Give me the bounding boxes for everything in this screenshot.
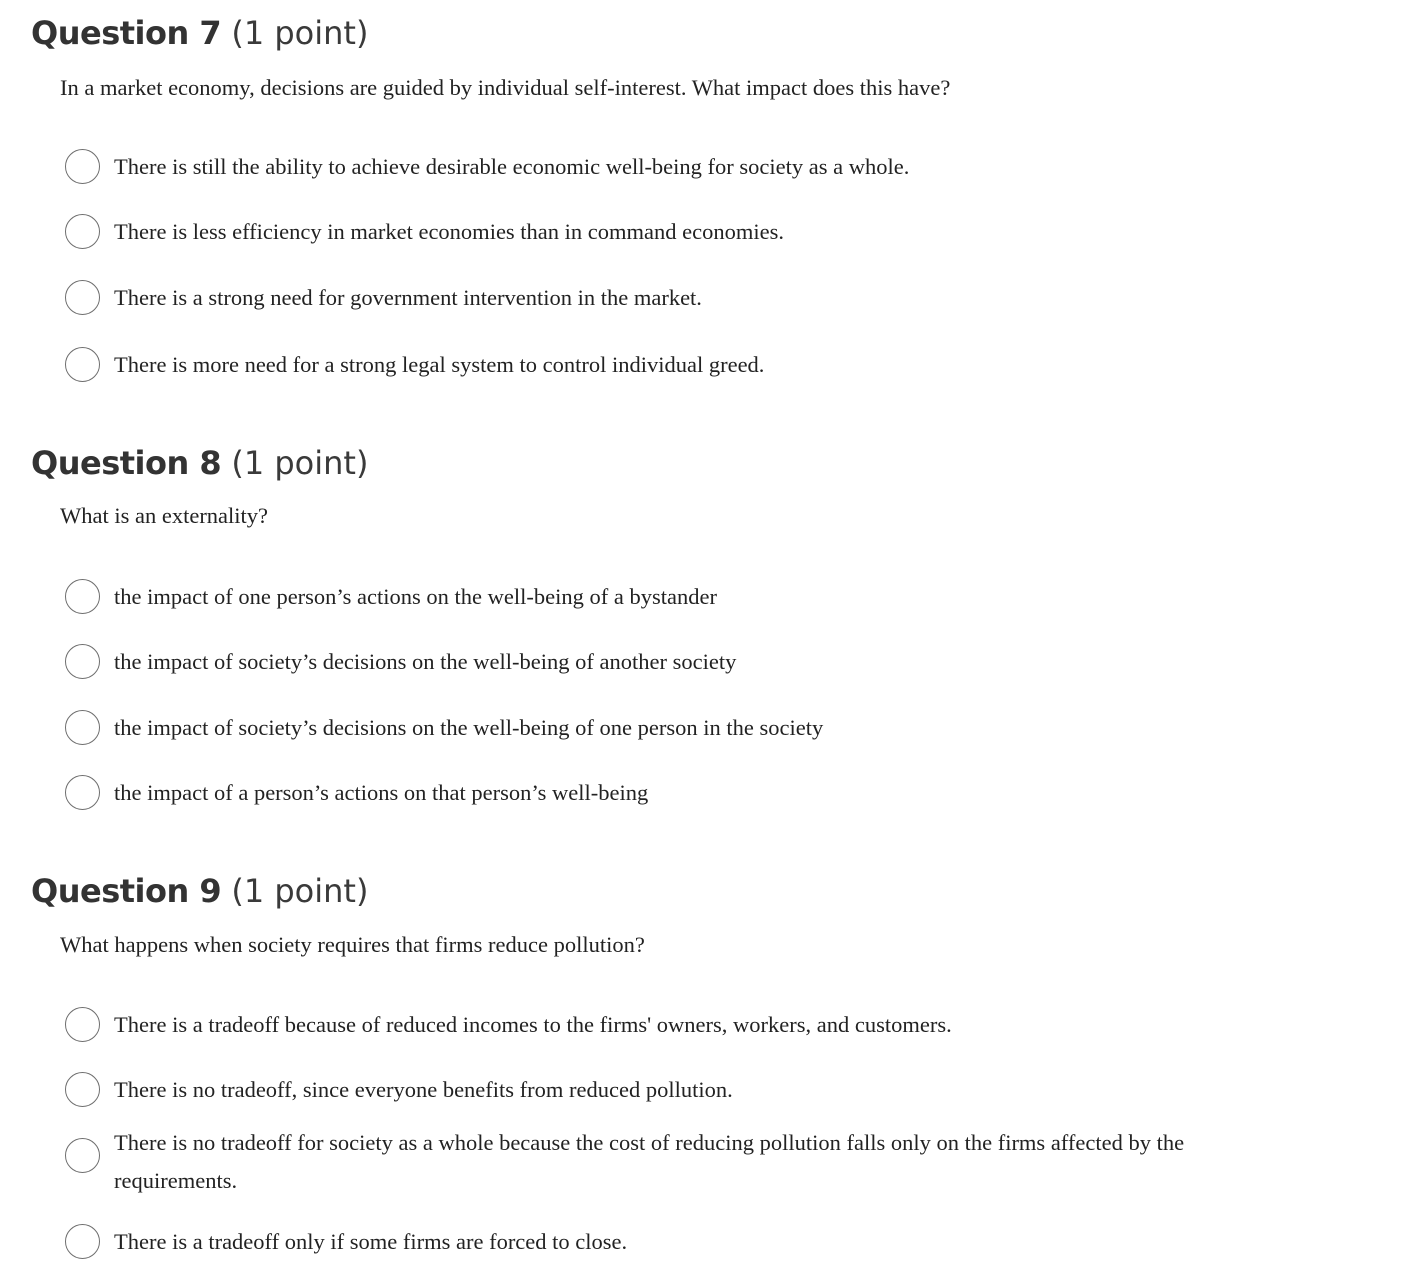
question-8-points: (1 point) — [231, 444, 369, 482]
radio-button[interactable] — [65, 579, 100, 614]
radio-button[interactable] — [65, 1224, 100, 1259]
radio-button[interactable] — [65, 347, 100, 382]
option-label[interactable]: the impact of society’s decisions on the well-being of one person in the society — [114, 715, 824, 740]
question-9-heading — [31, 873, 368, 909]
radio-button[interactable] — [65, 644, 100, 679]
question-9-prompt: What happens when society requires that firms reduce pollution? — [60, 932, 645, 957]
option-label[interactable]: the impact of society’s decisions on the well-being of another society — [114, 649, 737, 674]
question-7-heading — [31, 15, 368, 51]
radio-button[interactable] — [65, 149, 100, 184]
option-label[interactable]: the impact of a person’s actions on that person’s well-being — [114, 780, 649, 805]
question-8-heading — [31, 445, 368, 481]
option-label[interactable]: There is still the ability to achieve desirable economic well-being for society as a whole. — [114, 154, 910, 179]
question-9-number: Question 9 — [31, 872, 222, 910]
option-label[interactable]: There is a strong need for government intervention in the market. — [114, 285, 702, 310]
radio-button[interactable] — [65, 1007, 100, 1042]
question-9-points: (1 point) — [231, 872, 369, 910]
option-label[interactable]: the impact of one person’s actions on the well-being of a bystander — [114, 584, 717, 609]
radio-button[interactable] — [65, 280, 100, 315]
option-label[interactable]: There is a tradeoff only if some firms are forced to close. — [114, 1229, 628, 1254]
radio-button[interactable] — [65, 710, 100, 745]
question-7-points: (1 point) — [231, 14, 369, 52]
option-label[interactable]: There is no tradeoff, since everyone benefits from reduced pollution. — [114, 1077, 733, 1102]
option-label[interactable]: There is no tradeoff for society as a whole because the cost of reducing pollution falls only on the firms affected by the requirements. — [114, 1130, 1185, 1193]
radio-button[interactable] — [65, 214, 100, 249]
question-8-prompt: What is an externality? — [60, 503, 269, 528]
option-label[interactable]: There is more need for a strong legal system to control individual greed. — [114, 352, 765, 377]
radio-button[interactable] — [65, 1138, 100, 1173]
radio-button[interactable] — [65, 775, 100, 810]
radio-button[interactable] — [65, 1072, 100, 1107]
option-label[interactable]: There is a tradeoff because of reduced incomes to the firms' owners, workers, and customers. — [114, 1012, 952, 1037]
question-7-number: Question 7 — [31, 14, 222, 52]
question-7-prompt: In a market economy, decisions are guided by individual self-interest. What impact does this have? — [60, 75, 951, 100]
option-label[interactable]: There is less efficiency in market economies than in command economies. — [114, 219, 784, 244]
question-8-number: Question 8 — [31, 444, 222, 482]
